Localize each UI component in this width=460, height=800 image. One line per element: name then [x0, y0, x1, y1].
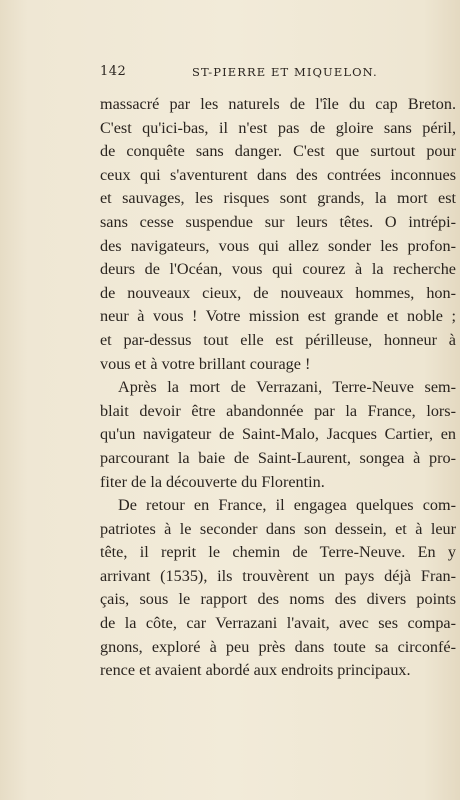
text-line: parcourant la baie de Saint-Laurent, songea à pro-	[100, 448, 456, 467]
text-line: De retour en France, il engagea quelques com-	[118, 496, 456, 515]
text-line: çais, sous le rapport des noms des divers points	[100, 590, 456, 609]
text-line: et sauvages, les risques sont grands, la mort est	[100, 189, 456, 208]
text-line: Après la mort de Verrazani, Terre-Neuve sem-	[118, 378, 456, 397]
text-line: de la côte, car Verrazani l'avait, avec ses compa-	[100, 614, 456, 633]
text-line: sans cesse suspendue sur leurs têtes. O intrépi-	[100, 212, 456, 231]
text-line: fiter de la découverte du Florentin.	[100, 472, 325, 491]
page-number: 142	[100, 64, 127, 79]
text-line: blait devoir être abandonnée par la France, lors-	[100, 401, 456, 420]
text-line: arrivant (1535), ils trouvèrent un pays déjà Fran-	[100, 566, 456, 585]
text-line: neur à vous ! Votre mission est grande et noble ;	[100, 307, 456, 326]
text-line: de conquête sans danger. C'est que surtout pour	[100, 142, 456, 161]
text-line: patriotes à le seconder dans son dessein, et à leur	[100, 519, 456, 538]
body-text	[100, 93, 456, 683]
paragraph	[100, 494, 456, 683]
text-line: ceux qui s'aventurent dans des contrées inconnues	[100, 165, 456, 184]
text-line: massacré par les naturels de l'île du cap Breton.	[100, 95, 456, 113]
text-line: et par-dessus tout elle est périlleuse, honneur à	[100, 330, 456, 349]
text-line: des navigateurs, vous qui allez sonder les profon-	[100, 236, 456, 255]
text-line: C'est qu'ici-bas, il n'est pas de gloire sans péril,	[100, 118, 456, 137]
text-line: de nouveaux cieux, de nouveaux hommes, hon-	[100, 283, 456, 302]
paragraph	[100, 93, 456, 376]
page-header	[100, 64, 456, 84]
text-line: qu'un navigateur de Saint-Malo, Jacques Cartier, en	[100, 425, 456, 444]
text-line: rence et avaient abordé aux endroits principaux.	[100, 661, 411, 680]
text-line: tête, il reprit le chemin de Terre-Neuve. En y	[100, 543, 456, 562]
text-line: deurs de l'Océan, vous qui courez à la recherche	[100, 260, 456, 279]
text-line: vous et à votre brillant courage !	[100, 354, 311, 373]
running-title: ST-PIERRE ET MIQUELON.	[192, 65, 378, 79]
paragraph	[100, 376, 456, 494]
text-line: gnons, exploré à peu près dans toute sa circonfé-	[100, 637, 456, 656]
